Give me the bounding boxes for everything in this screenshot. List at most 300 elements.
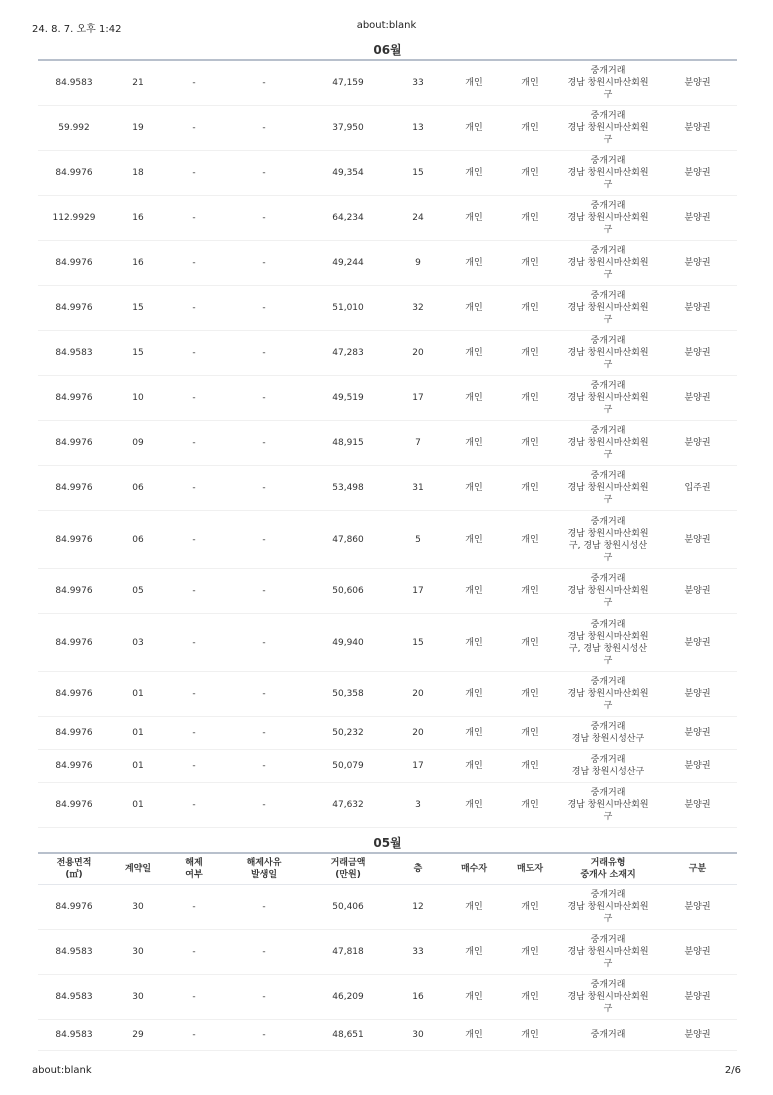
cancel-date-cell: - — [262, 586, 266, 596]
broker-cell — [558, 380, 658, 416]
broker-cell — [558, 573, 658, 609]
broker-line: 경남 창원시마산회원 — [567, 213, 649, 223]
category-cell: 분양권 — [684, 800, 711, 810]
broker-line: 경남 창원시마산회원 — [567, 258, 649, 268]
category-cell: 분양권 — [684, 1030, 711, 1040]
floor-cell: 20 — [412, 348, 424, 358]
price-cell: 47,632 — [332, 800, 364, 810]
price-cell: 47,159 — [332, 78, 364, 88]
category-cell: 분양권 — [684, 438, 711, 448]
broker-cell — [558, 470, 658, 506]
cancel-date-cell: - — [262, 947, 266, 957]
column-header — [110, 863, 166, 875]
buyer-cell: 개인 — [465, 1030, 483, 1040]
broker-line: 구 — [603, 598, 613, 608]
cancel-date-cell: - — [262, 534, 266, 545]
broker-line: 구 — [603, 225, 613, 235]
category-cell: 분양권 — [684, 303, 711, 313]
cancel-date-cell: - — [262, 303, 266, 313]
price-cell: 53,498 — [332, 483, 364, 493]
seller-cell: 개인 — [521, 123, 539, 133]
seller-cell: 개인 — [521, 637, 539, 648]
price-cell: 50,606 — [332, 586, 364, 596]
contract-day-cell: 01 — [132, 728, 144, 738]
column-header — [658, 863, 737, 875]
contract-day-cell: 15 — [132, 303, 144, 313]
buyer-cell: 개인 — [465, 438, 483, 448]
floor-cell: 9 — [415, 258, 421, 268]
broker-line: 중개거래 — [590, 890, 626, 900]
floor-cell: 17 — [412, 393, 424, 403]
buyer-cell: 개인 — [465, 348, 483, 358]
broker-line: 경남 창원시마산회원 — [567, 483, 649, 493]
buyer-cell: 개인 — [465, 258, 483, 268]
area-cell: 84.9976 — [55, 761, 93, 771]
cancel-date-cell: - — [262, 689, 266, 699]
buyer-cell: 개인 — [465, 483, 483, 493]
cancel-flag-cell: - — [192, 992, 196, 1002]
seller-cell: 개인 — [521, 483, 539, 493]
broker-line: 구 — [603, 495, 613, 505]
table-header-row — [38, 852, 737, 885]
seller-cell: 개인 — [521, 947, 539, 957]
broker-line: 경남 창원시마산회원 — [567, 689, 649, 699]
table-row — [38, 511, 737, 569]
area-cell: 84.9976 — [55, 902, 93, 912]
column-header-line: (㎡) — [65, 870, 83, 880]
category-cell: 분양권 — [684, 168, 711, 178]
price-cell: 51,010 — [332, 303, 364, 313]
cancel-flag-cell: - — [192, 902, 196, 912]
cancel-flag-cell: - — [192, 393, 196, 403]
table-row — [38, 975, 737, 1020]
buyer-cell: 개인 — [465, 637, 483, 648]
table-row — [38, 331, 737, 376]
print-date: 24. 8. 7. 오후 1:42 — [32, 24, 122, 35]
contract-day-cell: 30 — [132, 902, 144, 912]
broker-line: 구, 경남 창원시성산 — [568, 643, 648, 654]
transaction-table — [38, 852, 737, 1051]
floor-cell: 32 — [412, 303, 424, 313]
buyer-cell: 개인 — [465, 728, 483, 738]
column-header-line: 여부 — [185, 870, 203, 880]
floor-cell: 3 — [415, 800, 421, 810]
broker-line: 중개거래 — [590, 935, 626, 945]
broker-line: 중개거래 — [590, 574, 626, 584]
seller-cell: 개인 — [521, 303, 539, 313]
buyer-cell: 개인 — [465, 78, 483, 88]
print-page-number: 2/6 — [724, 1065, 741, 1076]
area-cell: 84.9583 — [55, 947, 93, 957]
column-header — [166, 857, 222, 881]
category-cell: 분양권 — [684, 258, 711, 268]
broker-line: 중개거래 — [590, 201, 626, 211]
broker-cell — [558, 65, 658, 101]
category-cell: 분양권 — [684, 761, 711, 771]
price-cell: 48,651 — [332, 1030, 364, 1040]
broker-line: 구 — [603, 1004, 613, 1014]
broker-line: 중개거래 — [590, 381, 626, 391]
seller-cell: 개인 — [521, 348, 539, 358]
cancel-date-cell: - — [262, 483, 266, 493]
floor-cell: 30 — [412, 1030, 424, 1040]
broker-line: 중개거래 — [590, 722, 626, 732]
area-cell: 112.9929 — [52, 213, 96, 223]
floor-cell: 15 — [412, 168, 424, 178]
cancel-date-cell: - — [262, 728, 266, 738]
print-page-title: about:blank — [356, 20, 417, 31]
cancel-date-cell: - — [262, 800, 266, 810]
floor-cell: 15 — [412, 637, 424, 648]
broker-line: 구 — [603, 812, 613, 822]
broker-line: 구 — [603, 914, 613, 924]
column-header-line: 거래유형 — [590, 858, 626, 868]
floor-cell: 20 — [412, 689, 424, 699]
cancel-date-cell: - — [262, 438, 266, 448]
broker-cell — [558, 619, 658, 667]
seller-cell: 개인 — [521, 168, 539, 178]
broker-line: 구 — [603, 360, 613, 370]
floor-cell: 7 — [415, 438, 421, 448]
column-header-line: 거래금액 — [330, 858, 366, 868]
seller-cell: 개인 — [521, 1030, 539, 1040]
transaction-table — [38, 59, 737, 828]
broker-line: 경남 창원시마산회원 — [567, 168, 649, 178]
cancel-date-cell: - — [262, 1030, 266, 1040]
seller-cell: 개인 — [521, 393, 539, 403]
broker-cell — [558, 516, 658, 564]
cancel-flag-cell: - — [192, 213, 196, 223]
area-cell: 84.9976 — [55, 438, 93, 448]
table-row — [38, 783, 737, 828]
price-cell: 49,519 — [332, 393, 364, 403]
area-cell: 84.9976 — [55, 258, 93, 268]
table-row — [38, 750, 737, 783]
cancel-date-cell: - — [262, 78, 266, 88]
price-cell: 48,915 — [332, 438, 364, 448]
column-header-line: 발생일 — [250, 870, 278, 880]
buyer-cell: 개인 — [465, 689, 483, 699]
broker-line: 경남 창원시마산회원 — [567, 123, 649, 133]
cancel-date-cell: - — [262, 348, 266, 358]
cancel-date-cell: - — [262, 761, 266, 771]
broker-line: 경남 창원시마산회원 — [567, 303, 649, 313]
buyer-cell: 개인 — [465, 168, 483, 178]
cancel-flag-cell: - — [192, 637, 196, 648]
area-cell: 59.992 — [58, 123, 90, 133]
contract-day-cell: 29 — [132, 1030, 144, 1040]
table-row — [38, 376, 737, 421]
category-cell: 분양권 — [684, 393, 711, 403]
contract-day-cell: 21 — [132, 78, 144, 88]
table-row — [38, 196, 737, 241]
cancel-date-cell: - — [262, 992, 266, 1002]
cancel-date-cell: - — [262, 168, 266, 178]
month-heading: 06월 — [373, 43, 402, 57]
column-header — [38, 857, 110, 881]
buyer-cell: 개인 — [465, 213, 483, 223]
category-cell: 분양권 — [684, 689, 711, 699]
category-cell: 분양권 — [684, 992, 711, 1002]
contract-day-cell: 10 — [132, 393, 144, 403]
cancel-flag-cell: - — [192, 586, 196, 596]
seller-cell: 개인 — [521, 689, 539, 699]
contract-day-cell: 09 — [132, 438, 144, 448]
cancel-flag-cell: - — [192, 728, 196, 738]
column-header — [306, 857, 390, 881]
contract-day-cell: 06 — [132, 534, 144, 545]
table-row — [38, 421, 737, 466]
buyer-cell: 개인 — [465, 992, 483, 1002]
broker-line: 구 — [603, 701, 613, 711]
category-cell: 입주권 — [684, 483, 711, 493]
buyer-cell: 개인 — [465, 947, 483, 957]
table-row — [38, 151, 737, 196]
buyer-cell: 개인 — [465, 586, 483, 596]
contract-day-cell: 05 — [132, 586, 144, 596]
contract-day-cell: 30 — [132, 992, 144, 1002]
price-cell: 49,940 — [332, 637, 364, 648]
area-cell: 84.9976 — [55, 586, 93, 596]
broker-cell — [558, 787, 658, 823]
price-cell: 46,209 — [332, 992, 364, 1002]
broker-line: 경남 창원시마산회원 — [567, 586, 649, 596]
price-cell: 47,860 — [332, 534, 364, 545]
cancel-date-cell: - — [262, 393, 266, 403]
column-header-line: 층 — [413, 864, 423, 874]
contract-day-cell: 19 — [132, 123, 144, 133]
cancel-flag-cell: - — [192, 258, 196, 268]
area-cell: 84.9583 — [55, 78, 93, 88]
buyer-cell: 개인 — [465, 761, 483, 771]
seller-cell: 개인 — [521, 800, 539, 810]
floor-cell: 33 — [412, 78, 424, 88]
area-cell: 84.9976 — [55, 800, 93, 810]
cancel-flag-cell: - — [192, 800, 196, 810]
broker-line: 구 — [603, 180, 613, 190]
price-cell: 50,358 — [332, 689, 364, 699]
broker-line: 구 — [603, 450, 613, 460]
category-cell: 분양권 — [684, 123, 711, 133]
area-cell: 84.9976 — [55, 637, 93, 648]
floor-cell: 17 — [412, 761, 424, 771]
cancel-flag-cell: - — [192, 534, 196, 545]
column-header — [502, 863, 558, 875]
broker-line: 중개거래 — [590, 156, 626, 166]
category-cell: 분양권 — [684, 534, 711, 545]
column-header — [222, 857, 306, 881]
contract-day-cell: 15 — [132, 348, 144, 358]
floor-cell: 5 — [415, 534, 421, 545]
broker-line: 중개거래 — [590, 788, 626, 798]
broker-line: 중개거래 — [590, 755, 626, 765]
price-cell: 64,234 — [332, 213, 364, 223]
broker-line: 구, 경남 창원시성산 — [568, 540, 648, 551]
cancel-date-cell: - — [262, 637, 266, 648]
broker-line: 경남 창원시마산회원 — [567, 992, 649, 1002]
contract-day-cell: 01 — [132, 800, 144, 810]
column-header — [390, 863, 446, 875]
column-header-line: 중개사 소재지 — [580, 870, 636, 880]
seller-cell: 개인 — [521, 728, 539, 738]
area-cell: 84.9976 — [55, 483, 93, 493]
cancel-flag-cell: - — [192, 761, 196, 771]
table-row — [38, 1020, 737, 1051]
column-header-line: (만원) — [335, 870, 361, 880]
price-cell: 50,079 — [332, 761, 364, 771]
category-cell: 분양권 — [684, 348, 711, 358]
table-row — [38, 885, 737, 930]
broker-line: 구 — [603, 135, 613, 145]
broker-line: 구 — [603, 552, 613, 563]
floor-cell: 17 — [412, 586, 424, 596]
broker-line: 구 — [603, 959, 613, 969]
broker-line: 구 — [603, 655, 613, 666]
broker-line: 경남 창원시성산구 — [571, 734, 645, 744]
buyer-cell: 개인 — [465, 902, 483, 912]
column-header-line: 해제사유 — [246, 858, 282, 868]
broker-cell — [558, 979, 658, 1015]
broker-cell — [558, 110, 658, 146]
area-cell: 84.9976 — [55, 393, 93, 403]
category-cell: 분양권 — [684, 586, 711, 596]
cancel-flag-cell: - — [192, 947, 196, 957]
broker-cell — [558, 676, 658, 712]
table-row — [38, 61, 737, 106]
section-june — [38, 41, 737, 828]
seller-cell: 개인 — [521, 902, 539, 912]
cancel-flag-cell: - — [192, 303, 196, 313]
buyer-cell: 개인 — [465, 303, 483, 313]
broker-line: 중개거래 — [590, 111, 626, 121]
seller-cell: 개인 — [521, 213, 539, 223]
price-cell: 47,283 — [332, 348, 364, 358]
contract-day-cell: 16 — [132, 258, 144, 268]
table-row — [38, 569, 737, 614]
contract-day-cell: 01 — [132, 689, 144, 699]
price-cell: 37,950 — [332, 123, 364, 133]
column-header-line: 해제 — [185, 858, 203, 868]
seller-cell: 개인 — [521, 586, 539, 596]
broker-line: 경남 창원시마산회원 — [567, 947, 649, 957]
category-cell: 분양권 — [684, 637, 711, 648]
broker-cell — [558, 155, 658, 191]
cancel-flag-cell: - — [192, 689, 196, 699]
broker-line: 경남 창원시마산회원 — [567, 902, 649, 912]
column-header-line: 계약일 — [124, 864, 152, 874]
contract-day-cell: 16 — [132, 213, 144, 223]
broker-line: 경남 창원시마산회원 — [567, 631, 649, 642]
month-heading: 05월 — [373, 836, 402, 850]
buyer-cell: 개인 — [465, 123, 483, 133]
category-cell: 분양권 — [684, 213, 711, 223]
seller-cell: 개인 — [521, 78, 539, 88]
broker-line: 경남 창원시마산회원 — [567, 438, 649, 448]
buyer-cell: 개인 — [465, 800, 483, 810]
seller-cell: 개인 — [521, 992, 539, 1002]
floor-cell: 24 — [412, 213, 424, 223]
contract-day-cell: 30 — [132, 947, 144, 957]
cancel-date-cell: - — [262, 258, 266, 268]
price-cell: 50,406 — [332, 902, 364, 912]
table-row — [38, 717, 737, 750]
floor-cell: 16 — [412, 992, 424, 1002]
column-header-line: 구분 — [688, 864, 707, 874]
broker-line: 경남 창원시마산회원 — [567, 348, 649, 358]
table-row — [38, 466, 737, 511]
seller-cell: 개인 — [521, 438, 539, 448]
broker-cell — [558, 335, 658, 371]
broker-line: 구 — [603, 405, 613, 415]
category-cell: 분양권 — [684, 78, 711, 88]
area-cell: 84.9583 — [55, 348, 93, 358]
broker-cell — [558, 889, 658, 925]
table-row — [38, 106, 737, 151]
seller-cell: 개인 — [521, 258, 539, 268]
floor-cell: 33 — [412, 947, 424, 957]
floor-cell: 20 — [412, 728, 424, 738]
price-cell: 47,818 — [332, 947, 364, 957]
cancel-flag-cell: - — [192, 438, 196, 448]
area-cell: 84.9976 — [55, 168, 93, 178]
cancel-date-cell: - — [262, 123, 266, 133]
cancel-flag-cell: - — [192, 78, 196, 88]
area-cell: 84.9976 — [55, 689, 93, 699]
broker-line: 중개거래 — [590, 619, 626, 630]
table-row — [38, 241, 737, 286]
broker-line: 중개거래 — [590, 1030, 626, 1040]
category-cell: 분양권 — [684, 728, 711, 738]
broker-line: 구 — [603, 315, 613, 325]
area-cell: 84.9583 — [55, 992, 93, 1002]
broker-line: 경남 창원시마산회원 — [567, 78, 649, 88]
broker-line: 중개거래 — [590, 291, 626, 301]
broker-line: 구 — [603, 270, 613, 280]
table-row — [38, 930, 737, 975]
column-header — [558, 857, 658, 881]
price-cell: 49,244 — [332, 258, 364, 268]
broker-cell — [558, 934, 658, 970]
seller-cell: 개인 — [521, 534, 539, 545]
buyer-cell: 개인 — [465, 393, 483, 403]
broker-cell — [558, 721, 658, 745]
broker-line: 중개거래 — [590, 66, 626, 76]
table-row — [38, 614, 737, 672]
broker-line: 중개거래 — [590, 471, 626, 481]
column-header-line: 매도자 — [516, 864, 544, 874]
broker-line: 구 — [603, 90, 613, 100]
column-header-line: 전용면적 — [56, 858, 92, 868]
print-footer-url: about:blank — [32, 1065, 92, 1076]
column-header-line: 매수자 — [460, 864, 488, 874]
seller-cell: 개인 — [521, 761, 539, 771]
area-cell: 84.9976 — [55, 303, 93, 313]
price-cell: 49,354 — [332, 168, 364, 178]
broker-line: 중개거래 — [590, 246, 626, 256]
broker-cell — [558, 200, 658, 236]
contract-day-cell: 06 — [132, 483, 144, 493]
broker-cell — [558, 754, 658, 778]
category-cell: 분양권 — [684, 947, 711, 957]
cancel-flag-cell: - — [192, 1030, 196, 1040]
broker-line: 중개거래 — [590, 336, 626, 346]
broker-line: 경남 창원시마산회원 — [567, 800, 649, 810]
contract-day-cell: 03 — [132, 637, 144, 648]
cancel-flag-cell: - — [192, 123, 196, 133]
broker-line: 경남 창원시마산회원 — [567, 528, 649, 539]
broker-cell — [558, 1029, 658, 1041]
buyer-cell: 개인 — [465, 534, 483, 545]
